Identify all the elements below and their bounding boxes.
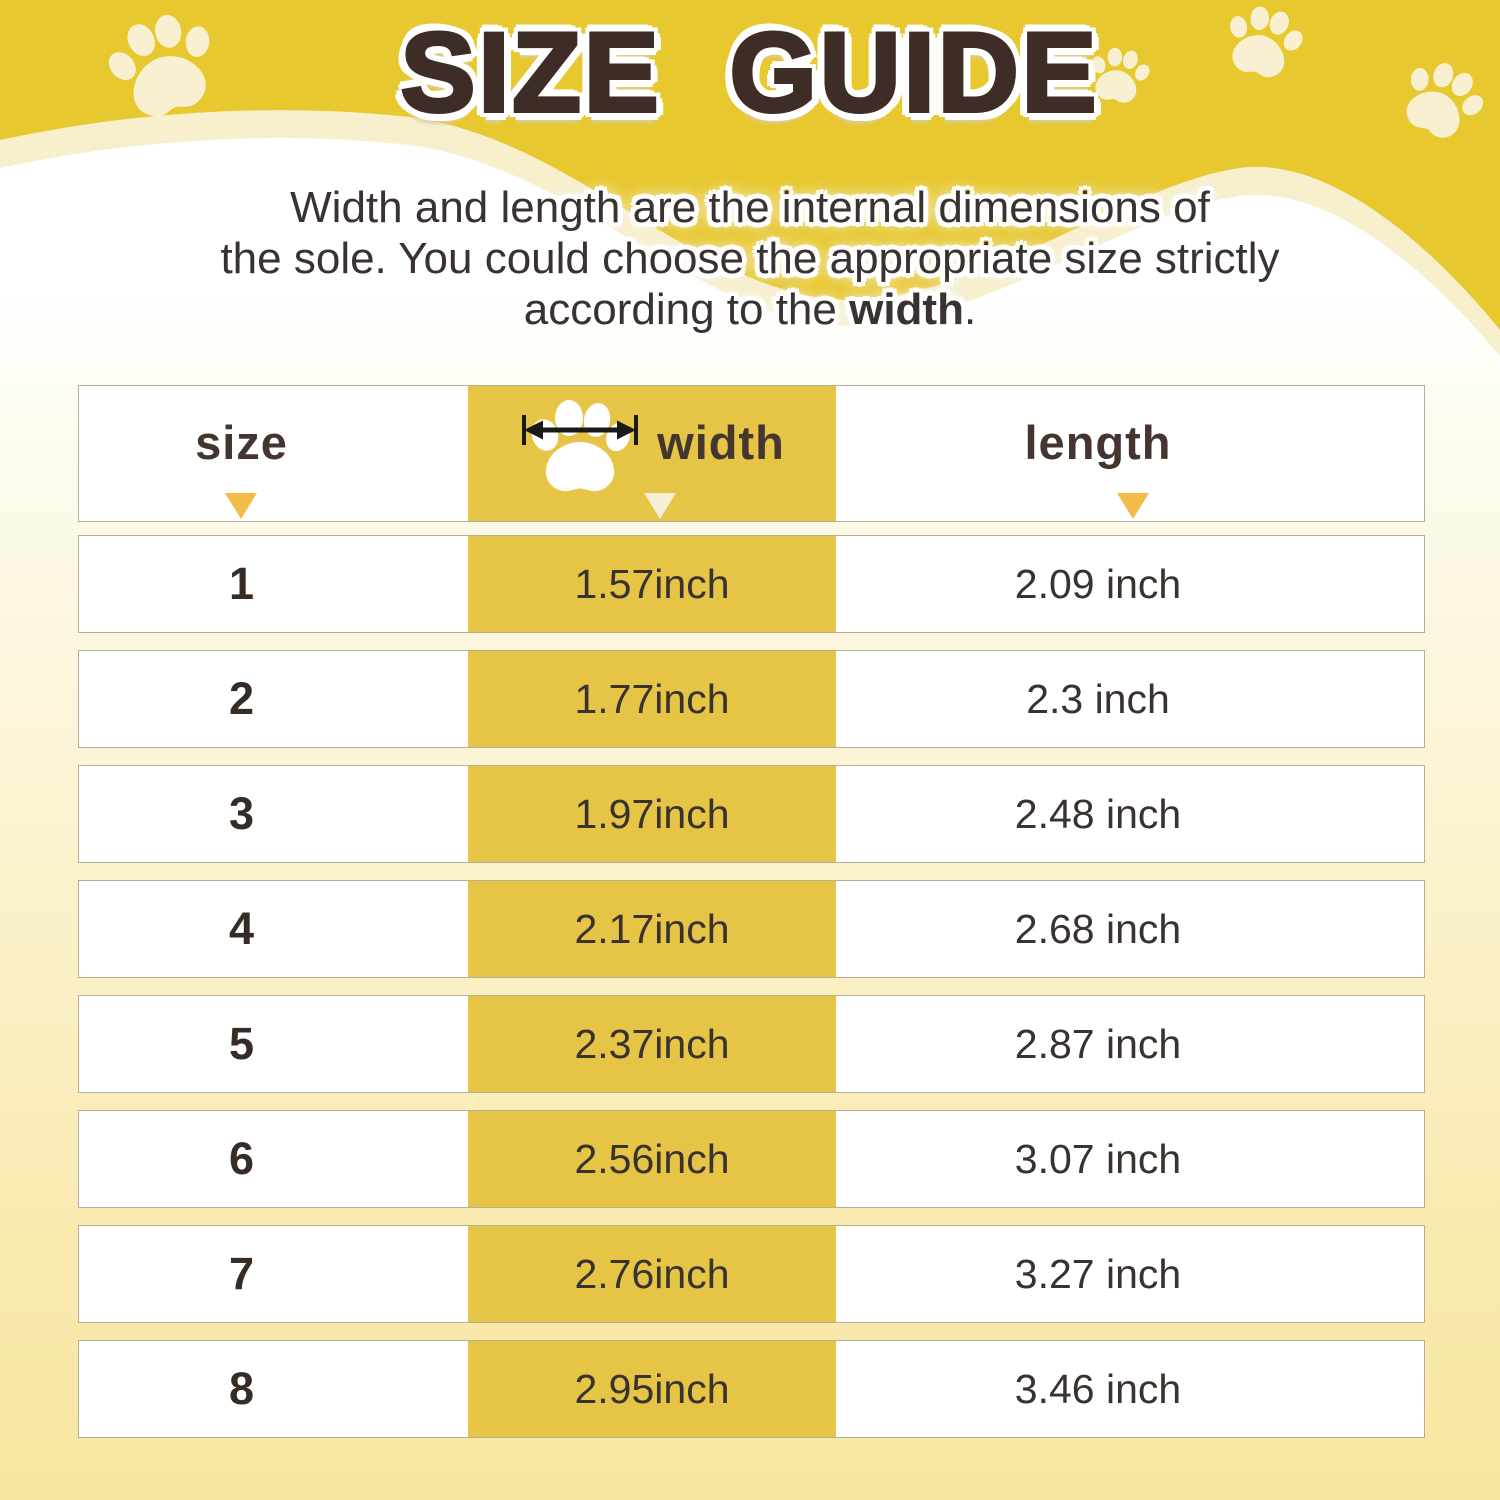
width-value: 2.95inch <box>574 1365 730 1412</box>
description-line: Width and length are the internal dimensions of <box>290 183 1210 232</box>
table-row-4 <box>78 880 1425 978</box>
length-header-label: length <box>1024 416 1172 469</box>
width-header-label: width <box>657 416 785 469</box>
triangle-down-icon <box>644 493 676 519</box>
length-value: 3.46 inch <box>1014 1365 1182 1412</box>
size-value: 2 <box>228 673 255 724</box>
length-value: 3.27 inch <box>1014 1250 1182 1297</box>
size-value: 8 <box>228 1363 255 1414</box>
description-line: the sole. You could choose the appropriate size strictly <box>220 234 1280 284</box>
width-value: 2.56inch <box>574 1135 730 1182</box>
size-value: 5 <box>228 1018 255 1069</box>
table-row-2 <box>78 650 1425 748</box>
width-value: 1.97inch <box>574 790 730 837</box>
length-value: 2.87 inch <box>1014 1020 1182 1067</box>
length-value: 2.68 inch <box>1014 905 1182 952</box>
size-value: 1 <box>228 558 255 609</box>
paw-width-arrow-icon <box>519 396 641 500</box>
triangle-down-icon <box>1117 493 1149 519</box>
size-value: 6 <box>228 1133 255 1184</box>
length-value: 3.07 inch <box>1014 1135 1182 1182</box>
length-value: 2.3 inch <box>1026 675 1170 722</box>
width-value: 2.76inch <box>574 1250 730 1297</box>
page-title: SIZE GUIDE <box>400 10 1100 135</box>
length-header-cell <box>804 386 1392 521</box>
size-value: 7 <box>228 1248 255 1299</box>
width-value: 2.37inch <box>574 1020 730 1067</box>
table-row-5 <box>78 995 1425 1093</box>
size-value: 4 <box>228 903 255 954</box>
width-value: 1.77inch <box>574 675 730 722</box>
description-bold-word: width <box>849 285 964 335</box>
description-line: according to the width. <box>523 285 977 335</box>
table-row-1 <box>78 535 1425 633</box>
size-header-label: size <box>195 416 288 469</box>
description <box>0 182 1500 335</box>
table-row-6 <box>78 1110 1425 1208</box>
width-value: 2.17inch <box>574 905 730 952</box>
triangle-down-icon <box>225 493 257 519</box>
table-header-row <box>78 385 1425 522</box>
size-value: 3 <box>228 788 255 839</box>
table-row-8 <box>78 1340 1425 1438</box>
length-value: 2.09 inch <box>1014 560 1182 607</box>
table-row-7 <box>78 1225 1425 1323</box>
size-table <box>78 385 1425 1455</box>
table-row-3 <box>78 765 1425 863</box>
width-value: 1.57inch <box>574 560 730 607</box>
length-value: 2.48 inch <box>1014 790 1182 837</box>
